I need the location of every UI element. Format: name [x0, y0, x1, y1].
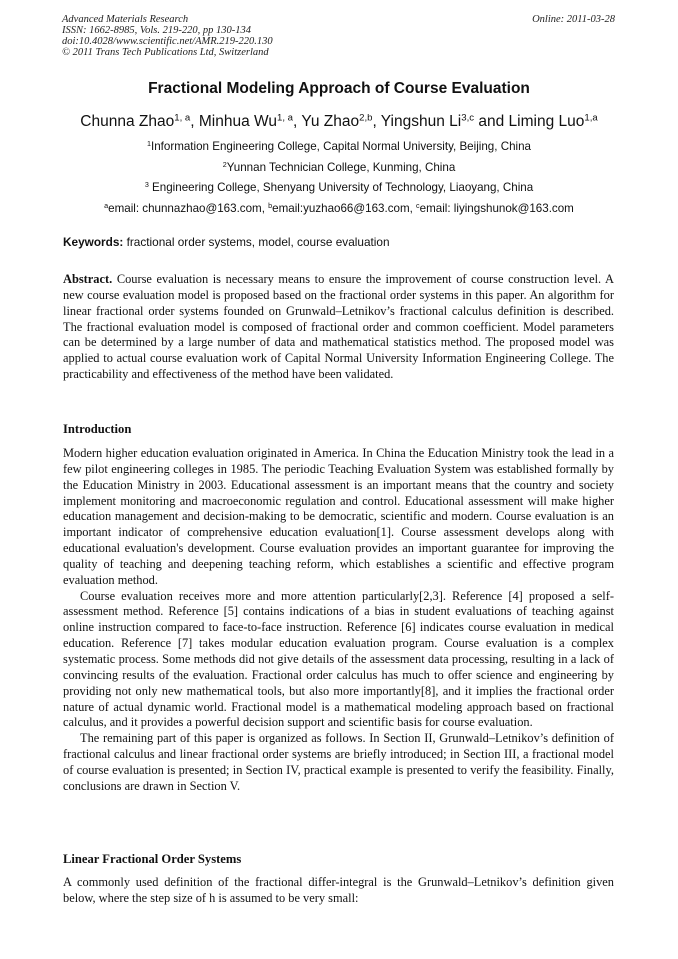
- author-separator: ,: [372, 113, 381, 130]
- author-name: Yu Zhao: [301, 113, 360, 130]
- author-superscript: 1, a: [174, 112, 191, 124]
- keywords-label: Keywords:: [63, 235, 124, 249]
- author-superscript: 1, a: [277, 112, 294, 124]
- affiliation-3: [0, 181, 678, 194]
- linear-section-body: [63, 875, 614, 907]
- author-separator: and: [474, 113, 509, 130]
- journal-copyright: © 2011 Trans Tech Publications Ltd, Switzerland: [62, 47, 269, 58]
- author-superscript: 3,c: [461, 112, 475, 124]
- email-text: email:yuzhao66@163.com,: [272, 202, 417, 215]
- author-separator: ,: [190, 113, 199, 130]
- journal-doi: doi:10.4028/www.scientific.net/AMR.219-220.130: [62, 36, 273, 47]
- abstract: [63, 272, 614, 383]
- online-date: Online: 2011-03-28: [532, 14, 615, 25]
- section-heading-linear-fractional: Linear Fractional Order Systems: [63, 852, 242, 866]
- affiliation-text: Engineering College, Shenyang University of Technology, Liaoyang, China: [148, 181, 534, 194]
- paragraph: The remaining part of this paper is organized as follows. In Section II, Grunwald–Letnikov’s definition of fractional calculus and linear fractional order systems are briefly introduced; in Section III, a fractional model of course evaluation is presented; in Section IV, practical example is presented to verify the feasibility. Finally, conclusions are drawn in Section V.: [63, 731, 614, 793]
- journal-name: Advanced Materials Research: [62, 14, 189, 25]
- author-name: Chunna Zhao: [80, 113, 175, 130]
- author-name: Yingshun Li: [380, 113, 462, 130]
- paragraph: Course evaluation receives more and more attention particularly[2,3]. Reference [4] proposed a self-assessment method. Reference [5] contains indications of a bias in student evaluations of teaching against online instruction compared to face-to-face instruction. Reference [6] indicates course evaluation in medical education. Reference [7] takes modular education evaluation program. Course evaluation is a complex systematic process. Some methods did not give details of the assessment data processing, resulting in a lack of convincing results of the evaluation. Fractional order calculus has much to offer science and engineering by providing not only new mathematical tools, but also more importantly[8], and it implies the fractional order nature of actual dynamic world. Fractional model is a mathematical modeling approach based on fractional calculus, and it provides a powerful decision support and scientific basis for course evaluation.: [63, 588, 614, 730]
- author-list: [0, 113, 678, 131]
- email-superscript: a: [104, 201, 109, 211]
- journal-header: [62, 14, 273, 58]
- email-superscript: b: [268, 201, 273, 211]
- abstract-text: Course evaluation is necessary means to ensure the improvement of course construction level. A new course evaluation model is proposed based on the fractional order systems in this paper. An algorithm for linear fractional order systems founded on Grunwald–Letnikov’s fractional calculus definition is described. The fractional evaluation model is composed of fractional order and common coefficient. Model parameters can be determined by a large number of data and mathematical statistics method. The proposed model was applied to actual course evaluation work of Capital Normal University Information Engineering College. The practicability and effectiveness of the method have been validated.: [63, 272, 614, 382]
- email-superscript: c: [416, 201, 420, 211]
- email-text: email: liyingshunok@163.com: [419, 202, 574, 215]
- section-heading-introduction: Introduction: [63, 422, 132, 436]
- author-superscript: 2,b: [359, 112, 373, 124]
- author-superscript: 1,a: [584, 112, 598, 124]
- paragraph: A commonly used definition of the fractional differ-integral is the Grunwald–Letnikov’s definition given below, where the step size of h is assumed to be very small:: [63, 875, 614, 905]
- affiliation-superscript: 3: [144, 180, 149, 190]
- keywords-text: fractional order systems, model, course evaluation: [123, 235, 390, 249]
- abstract-label: Abstract.: [63, 272, 113, 286]
- introduction-body: [63, 446, 614, 795]
- affiliation-superscript: 2: [222, 160, 227, 170]
- keywords: [63, 235, 616, 249]
- paper-title: Fractional Modeling Approach of Course Evaluation: [148, 80, 530, 97]
- email-text: email: chunnazhao@163.com,: [108, 202, 269, 215]
- journal-issn: ISSN: 1662-8985, Vols. 219-220, pp 130-134: [62, 25, 251, 36]
- author-name: Minhua Wu: [198, 113, 277, 130]
- author-name: Liming Luo: [508, 113, 585, 130]
- affiliation-text: Information Engineering College, Capital Normal University, Beijing, China: [151, 140, 531, 153]
- affiliation-2: [0, 161, 678, 174]
- paragraph: Modern higher education evaluation originated in America. In China the Education Ministry took the lead in a few pilot engineering colleges in 1985. The periodic Teaching Evaluation System was established formally by the Education Ministry in 2003. Educational assessment is an important means that the country and society implement monitoring and macroeconomic regulation and control. Educational assessment will make higher education management and decision-making to be democratic, scientific and modern. Course evaluation is an important indicator of comprehensive education evaluation[1]. Course assessment develops along with educational evaluation's development. Course evaluation provides an important guarantee for improving the quality of teaching and deepening teaching reform, which establishes a scientific and effective program evaluation method.: [63, 446, 614, 587]
- affiliation-1: [0, 140, 678, 153]
- author-separator: ,: [293, 113, 302, 130]
- affiliation-text: Yunnan Technician College, Kunming, China: [226, 161, 456, 174]
- email-line: [0, 202, 678, 215]
- affiliation-superscript: 1: [147, 139, 151, 149]
